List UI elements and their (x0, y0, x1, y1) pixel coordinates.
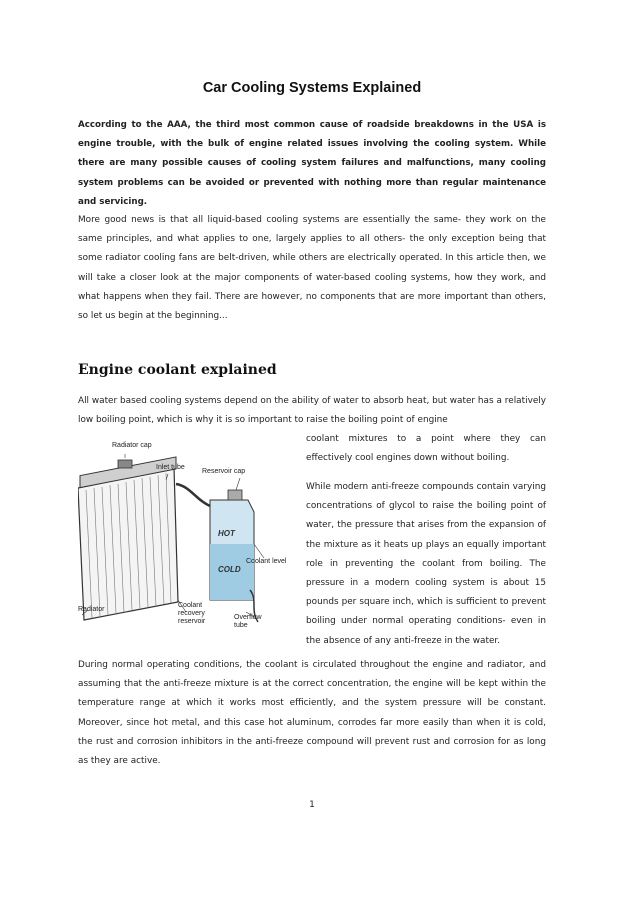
tank-cold-text: COLD (218, 565, 241, 574)
body-paragraph-3-continued: coolant mixtures to a point where they can effectively cool engines down without boiling. (306, 434, 546, 464)
label-overflow-tube: Overflow tube (234, 614, 262, 629)
inlet-tube-shape (176, 484, 210, 506)
body-paragraph-5: During normal operating conditions, the coolant is circulated throughout the engine and radiator, and assuming that the anti-freeze mixture is at the correct concentration, the engine will be kept within the temperature range at which it works most efficiently, and the system pressure will be constant. Moreover, since hot metal, and this case hot aluminum, corrodes far more easily than when it is cold, the rust and corrosion inhibitors in the anti-freeze compound will prevent rust and corrosion for as long as they are active. (78, 660, 546, 767)
coolant-reservoir-shape (210, 490, 254, 600)
radiator-diagram (78, 440, 296, 640)
body-paragraph-4: While modern anti-freeze compounds contain varying concentrations of glycol to raise the boiling point of water, the pressure that arises from the expansion of the mixture as it heats up plays an equally important role in preventing the coolant from boiling. The pressure in a modern cooling system is about 15 pounds per square inch, which is sufficient to prevent boiling under normal operating conditions- even in the absence of any anti-freeze in the water. (306, 482, 546, 646)
label-inlet-tube: Inlet tube (156, 464, 185, 471)
intro-paragraph: According to the AAA, the third most common cause of roadside breakdowns in the USA is engine trouble, with the bulk of engine related issues involving the cooling system. While there are many possible causes of cooling system failures and malfunctions, many cooling system problems can be avoided or prevented with nothing more than regular maintenance and servicing. (78, 120, 546, 207)
page-number: 1 (309, 800, 315, 810)
label-reservoir-cap: Reservoir cap (202, 468, 246, 475)
tank-hot-text: HOT (218, 529, 235, 538)
radiator-core (78, 457, 178, 620)
document-title: Car Cooling Systems Explained (202, 80, 422, 96)
label-coolant-level: Coolant level (246, 558, 287, 565)
section-heading: Engine coolant explained (78, 362, 277, 378)
body-paragraph-3: All water based cooling systems depend on the ability of water to absorb heat, but water has a relatively low boiling point, which is why it is so important to raise the boiling point of engine (78, 396, 546, 426)
document-page (78, 0, 546, 903)
radiator-cap-shape (118, 460, 132, 468)
label-radiator: Radiator (78, 606, 105, 613)
body-paragraph-2: More good news is that all liquid-based cooling systems are essentially the same- they work on the same principles, and what applies to one, largely applies to all others- the only exception being that some radiator cooling fans are belt-driven, while others are electrically operated. In this article then, we will take a closer look at the major components of water-based cooling systems, how they work, and what happens when they fail. There are however, no components that are more important than others, so let us begin at the beginning... (78, 215, 546, 322)
label-radiator-cap: Radiator cap (112, 442, 152, 449)
label-coolant-recovery-reservoir: Coolant recovery reservoir (178, 602, 206, 625)
